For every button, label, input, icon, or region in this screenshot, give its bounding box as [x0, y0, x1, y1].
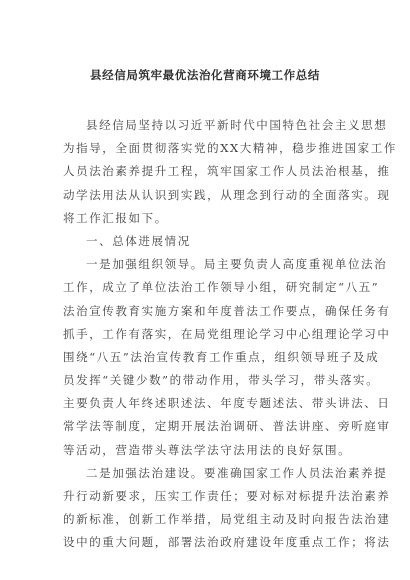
- paragraph-line: 等活动，营造带头尊法学法守法用法的良好氛围。: [63, 442, 352, 457]
- paragraph-line: 升行动新要求，压实工作责任；要对标对标提升法治素养: [63, 489, 391, 503]
- paragraph-line: 动学法用法从认识到实践，从理念到行动的全面落实。现: [63, 187, 391, 202]
- paragraph-line: 将工作汇报如下。: [63, 210, 168, 225]
- paragraph-line: 县经信局坚持以习近平新时代中国特色社会主义思想: [86, 118, 388, 132]
- paragraph-line: 法治宣传教育实施方案和年度普法工作要点，确保任务有: [63, 303, 391, 318]
- paragraph-line: 人员法治素养提升工程，筑牢国家工作人员法治根基，推: [63, 164, 391, 179]
- paragraph-line: 工作，成立了单位法治工作领导小组，研究制定“八五”: [63, 280, 380, 295]
- document-title: 县经信局筑牢最优法治化营商环境工作总结: [90, 68, 320, 82]
- paragraph-line: 为指导，全面贯彻落实党的XX大精神，稳步推进国家工作: [63, 141, 397, 156]
- document-body: [63, 114, 397, 555]
- paragraph-line: 一是加强组织领导。局主要负责人高度重视单位法治: [86, 257, 388, 272]
- section-heading: 一、总体进展情况: [86, 233, 191, 248]
- paragraph-line: 二是加强法治建设。要准确国家工作人员法治素养提: [86, 465, 388, 480]
- paragraph-line: 围绕“八五”法治宣传教育工作重点，组织领导班子及成: [63, 349, 380, 364]
- paragraph-line: 抓手，工作有落实，在局党组理论学习中心组理论学习中: [63, 326, 391, 341]
- paragraph-line: 常学法等制度，定期开展法治调研、普法讲座、旁听庭审: [63, 419, 391, 434]
- paragraph-line: 主要负责人年终述职述法、年度专题述法、带头讲法、日: [63, 396, 391, 411]
- paragraph-line: 设中的重大问题，部署法治政府建设年度重点工作；将法: [63, 535, 391, 550]
- paragraph-line: 的新标准，创新工作举措，局党组主动及时向报告法治建: [63, 512, 391, 527]
- paragraph-line: 员发挥“关键少数”的带动作用，带头学习，带头落实。: [63, 373, 380, 388]
